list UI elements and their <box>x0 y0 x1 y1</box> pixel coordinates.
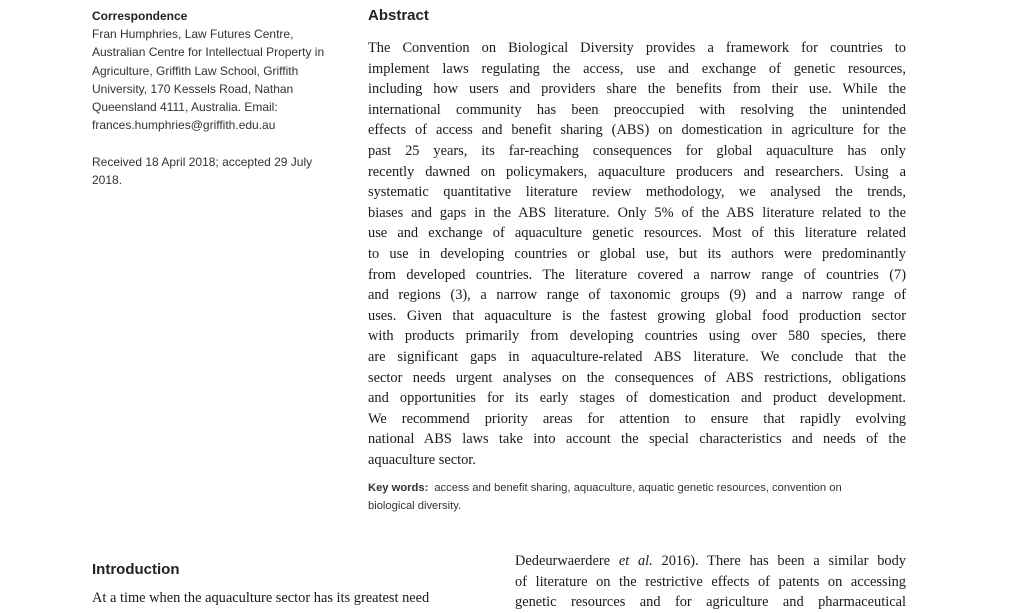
abstract-section <box>368 5 906 515</box>
body-line <box>515 551 906 572</box>
abstract-body <box>368 38 906 470</box>
introduction-first-line: At a time when the aquaculture sector has its greatest need <box>92 590 430 606</box>
abstract-line: effects of access and benefit sharing (ABS) on domestication in agriculture for the <box>368 122 906 139</box>
abstract-line: including how users and providers share the benefits from their use. While the <box>368 81 906 98</box>
body-line: of literature on the restrictive effects of patents on accessing <box>515 573 906 590</box>
correspondence-details <box>92 25 342 135</box>
received-dates <box>92 153 342 189</box>
correspondence-line: University, 170 Kessels Road, Nathan <box>92 81 294 96</box>
abstract-line: to use in developing countries or global use, but its authors were predominantly <box>368 245 906 262</box>
abstract-line: We recommend priority areas for attention to ensure that rapidly evolving <box>368 410 906 427</box>
abstract-line: The Convention on Biological Diversity provides a framework for countries to <box>368 40 906 56</box>
citation-author: Dedeurwaerdere <box>515 553 619 569</box>
correspondence-line: Agriculture, Griffith Law School, Griffith <box>92 63 299 78</box>
keywords-label: Key words: <box>368 482 429 495</box>
introduction-heading: Introduction <box>92 561 180 578</box>
citation-tail: 2016). There has been a similar body <box>652 553 906 569</box>
abstract-line: and opportunities for its early stages of domestication and product development. <box>368 390 906 407</box>
correspondence-line: Australian Centre for Intellectual Property in <box>92 45 325 60</box>
keywords-list-continued: biological diversity. <box>368 500 462 513</box>
keywords <box>368 479 906 515</box>
abstract-line: sector needs urgent analyses on the consequences of ABS restrictions, obligations <box>368 369 906 386</box>
abstract-heading: Abstract <box>368 7 429 24</box>
abstract-line: systematic quantitative literature review methodology, we analysed the trends, <box>368 184 906 201</box>
abstract-line: uses. Given that aquaculture is the fastest growing global food production sector <box>368 307 906 324</box>
abstract-line: with products primarily from developing countries using over 580 species, there <box>368 328 906 345</box>
correspondence-sidebar <box>92 7 342 189</box>
citation-etal: et al. <box>618 553 653 569</box>
abstract-line: past 25 years, its far-reaching consequences for global aquaculture has only <box>368 142 906 159</box>
correspondence-line: Fran Humphries, Law Futures Centre, <box>92 27 294 41</box>
correspondence-email: frances.humphries@griffith.edu.au <box>92 118 276 133</box>
abstract-line: biases and gaps in the ABS literature. Only 5% of the ABS literature related to the <box>368 204 906 221</box>
received-line: Received 18 April 2018; accepted 29 July <box>92 154 313 169</box>
abstract-line: implement laws regulating the access, use and exchange of genetic resources, <box>368 60 906 77</box>
abstract-line: are significant gaps in aquaculture-related ABS literature. We conclude that the <box>368 348 906 365</box>
abstract-line: use and exchange of aquaculture genetic resources. Most of this literature related <box>368 225 906 242</box>
abstract-line: international community has been preoccupied with resolving the unintended <box>368 101 906 118</box>
body-line: genetic resources and for agriculture and pharmaceutical <box>515 594 906 611</box>
abstract-line: from developed countries. The literature covered a narrow range of countries (7) <box>368 266 906 283</box>
abstract-line: aquaculture sector. <box>368 451 476 468</box>
correspondence-line: Queensland 4111, Australia. Email: <box>92 100 278 115</box>
received-line: 2018. <box>92 172 123 187</box>
abstract-line: and regions (3), a narrow range of taxonomic groups (9) and a narrow range of <box>368 287 906 304</box>
correspondence-heading: Correspondence <box>92 9 188 23</box>
abstract-line: national ABS laws take into account the special characteristics and needs of the <box>368 431 906 448</box>
body-right-column <box>515 551 906 613</box>
keywords-list: access and benefit sharing, aquaculture, aquatic genetic resources, convention on <box>434 482 842 495</box>
abstract-line: recently dawned on policymakers, aquaculture producers and researchers. Using a <box>368 163 906 180</box>
